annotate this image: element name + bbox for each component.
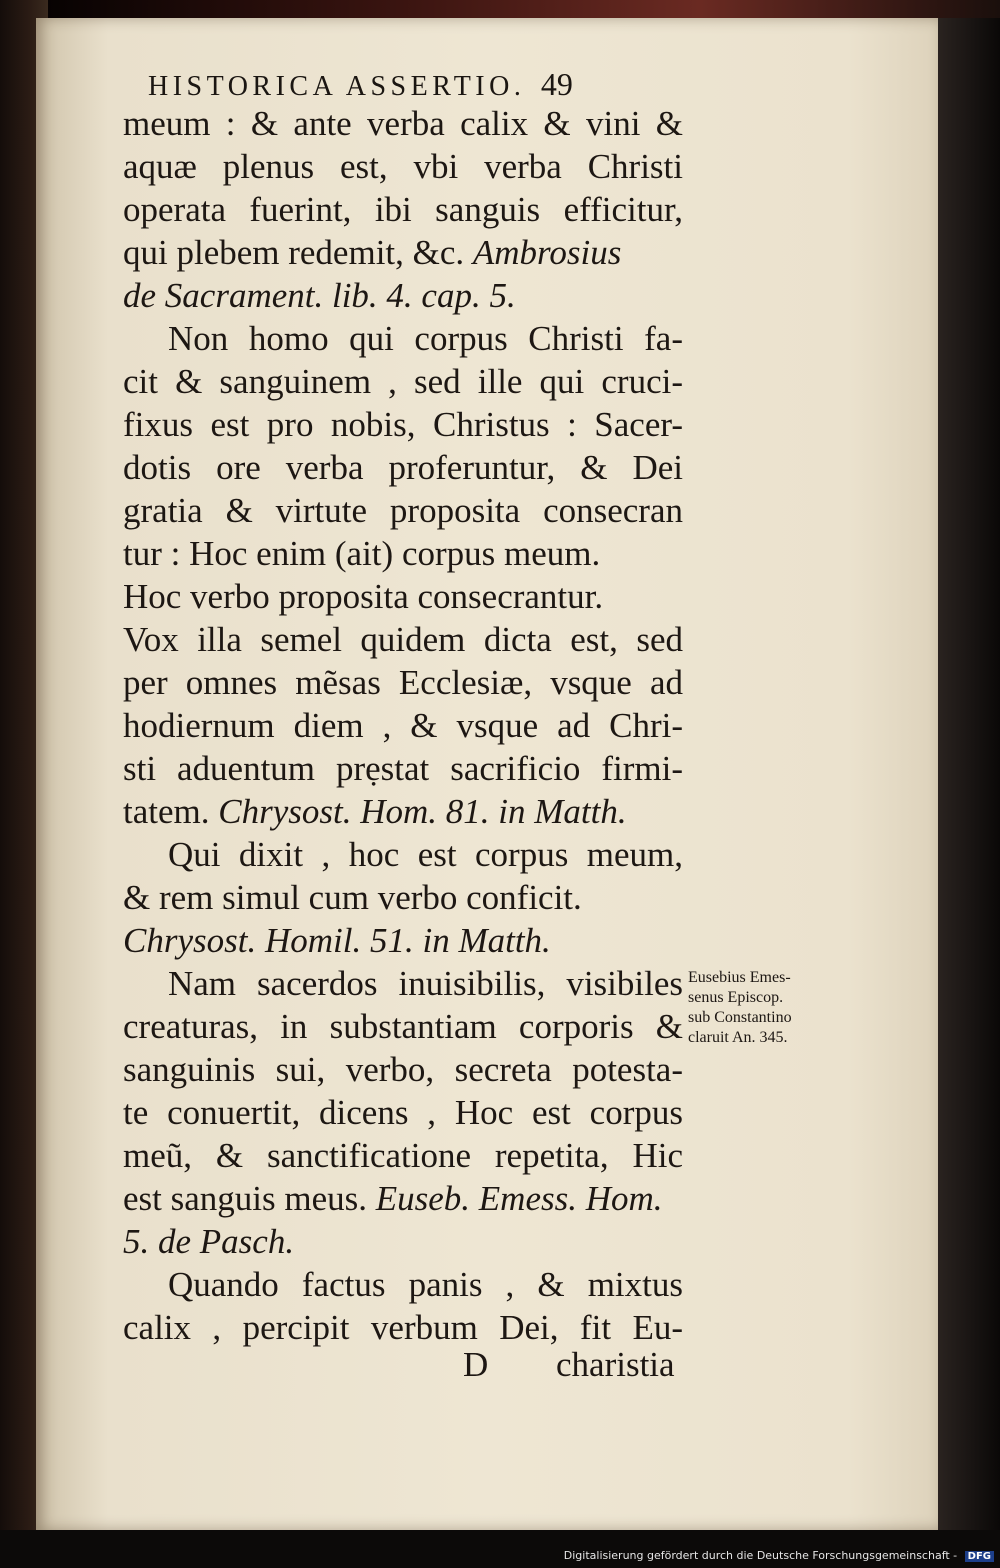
line-text: Non homo qui corpus Christi fa- xyxy=(168,319,683,358)
line-text: operata fuerint, ibi sanguis efficitur, xyxy=(123,190,683,229)
text-line xyxy=(123,276,683,316)
line-text: sanguinis sui, verbo, secreta potesta- xyxy=(123,1050,683,1089)
text-line xyxy=(123,491,683,531)
line-text: Nam sacerdos inuisibilis, visibiles xyxy=(168,964,683,1003)
text-line xyxy=(123,706,683,746)
text-line xyxy=(123,190,683,230)
line-text: fixus est pro nobis, Christus : Sacer- xyxy=(123,405,683,444)
text-line xyxy=(123,663,683,703)
line-text: Quando factus panis , & mixtus xyxy=(168,1265,683,1304)
line-text: dotis ore verba proferuntur, & Dei xyxy=(123,448,683,487)
text-line xyxy=(168,835,683,875)
text-line xyxy=(123,233,683,273)
text-line xyxy=(123,147,683,187)
text-line xyxy=(123,749,683,789)
line-text: hodiernum diem , & vsque ad Chri- xyxy=(123,706,683,745)
line-text: te conuertit, dicens , Hoc est corpus xyxy=(123,1093,683,1132)
margin-note-line: senus Episcop. xyxy=(688,989,784,1006)
text-line xyxy=(168,1265,683,1305)
line-text: per omnes mẽsas Ecclesiæ, vsque ad xyxy=(123,663,683,702)
running-header xyxy=(148,66,688,103)
text-line xyxy=(123,448,683,488)
margin-note xyxy=(688,968,848,1048)
text-line xyxy=(123,534,683,574)
citation-reference: Chrysost. Homil. 51. in Matth. xyxy=(123,921,551,960)
line-text: Vox illa semel quidem dicta est, sed xyxy=(123,620,683,659)
line-text: Qui dixit , hoc est corpus meum, xyxy=(168,835,683,874)
text-line xyxy=(123,104,683,144)
signature-mark: D xyxy=(463,1345,489,1384)
credit-text: Digitalisierung gefördert durch die Deutsche Forschungsgemeinschaft - xyxy=(563,1549,958,1562)
page-number: 49 xyxy=(540,66,573,102)
text-line xyxy=(123,577,683,617)
page-right-background xyxy=(938,18,1000,1548)
line-text: aquæ plenus est, vbi verba Christi xyxy=(123,147,683,186)
citation-reference: 5. de Pasch. xyxy=(123,1222,295,1261)
line-text: Hoc verbo proposita consecrantur. xyxy=(123,577,604,616)
line-text: est sanguis meus. xyxy=(123,1179,368,1218)
text-line xyxy=(123,1093,683,1133)
line-text: meũ, & sanctificatione repetita, Hic xyxy=(123,1136,683,1175)
text-line xyxy=(168,319,683,359)
text-line xyxy=(123,405,683,445)
text-line xyxy=(123,1222,683,1262)
text-line xyxy=(123,878,683,918)
citation-reference: Ambrosius xyxy=(472,233,622,272)
digitization-credit xyxy=(564,1549,994,1562)
line-text: tur : Hoc enim (ait) corpus meum. xyxy=(123,534,601,573)
text-line xyxy=(168,964,683,1004)
line-text: meum : & ante verba calix & vini & xyxy=(123,104,683,143)
citation-reference: Euseb. Emess. Hom. xyxy=(375,1179,663,1218)
line-text: sti aduentum prẹstat sacrificio firmi- xyxy=(123,749,683,788)
line-text: gratia & virtute proposita consecran xyxy=(123,491,683,530)
text-line xyxy=(123,921,683,961)
text-line xyxy=(123,362,683,402)
citation-reference: Chrysost. Hom. 81. in Matth. xyxy=(218,792,627,831)
line-text: creaturas, in substantiam corporis & xyxy=(123,1007,683,1046)
text-line xyxy=(123,620,683,660)
text-line xyxy=(123,1308,683,1348)
text-line xyxy=(123,1050,683,1090)
catchword: charistia xyxy=(556,1345,675,1384)
line-text: tatem. xyxy=(123,792,210,831)
text-line xyxy=(123,1007,683,1047)
running-title: HISTORICA ASSERTIO. xyxy=(148,71,526,102)
text-line xyxy=(123,792,683,832)
line-text: cit & sanguinem , sed ille qui cruci- xyxy=(123,362,683,401)
dfg-logo: DFG xyxy=(965,1551,994,1562)
line-text: calix , percipit verbum Dei, fit Eu- xyxy=(123,1308,683,1347)
citation-reference: de Sacrament. lib. 4. cap. 5. xyxy=(123,276,516,315)
margin-note-line: sub Constantino xyxy=(688,1009,792,1026)
margin-note-line: Eusebius Emes- xyxy=(688,969,791,986)
line-text: & rem simul cum verbo conficit. xyxy=(123,878,582,917)
text-line xyxy=(123,1136,683,1176)
line-text: qui plebem redemit, &c. xyxy=(123,233,465,272)
text-line xyxy=(123,1179,683,1219)
margin-note-line: claruit An. 345. xyxy=(688,1029,788,1046)
